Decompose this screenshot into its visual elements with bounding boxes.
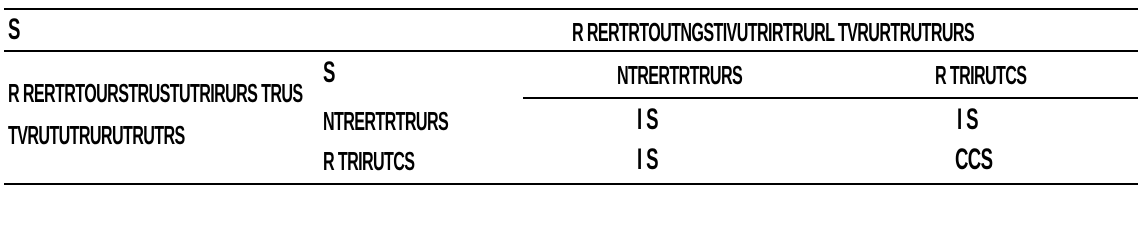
col-header-2: R TRIRUTCS xyxy=(935,60,1027,90)
bottom-rule xyxy=(4,183,1138,185)
cell-value: I S xyxy=(637,143,658,176)
cell-value: I S xyxy=(637,103,658,136)
cell-value: I S xyxy=(957,103,978,136)
top-rule xyxy=(4,8,1138,10)
header-rule xyxy=(4,50,1138,52)
table-title: R RERTRTOUTNGSTIVUTRIRTRURL TVRURTRUTRURS xyxy=(572,17,975,47)
row-header-line2: TVRUTUTRURUTRUTRS xyxy=(8,120,185,150)
corner-cell: S xyxy=(8,13,20,46)
row-header-line1: R RERTRTOURSTRUSTUTRIRURS TRUS xyxy=(8,78,303,108)
subheader-rule xyxy=(523,97,1138,99)
row-label: R TRIRUTCS xyxy=(323,146,415,176)
cell-value: CCS xyxy=(955,143,993,176)
mid-corner-cell: S xyxy=(323,56,335,89)
row-label: NTRERTRTRURS xyxy=(323,106,449,136)
col-header-1: NTRERTRTRURS xyxy=(617,60,743,90)
